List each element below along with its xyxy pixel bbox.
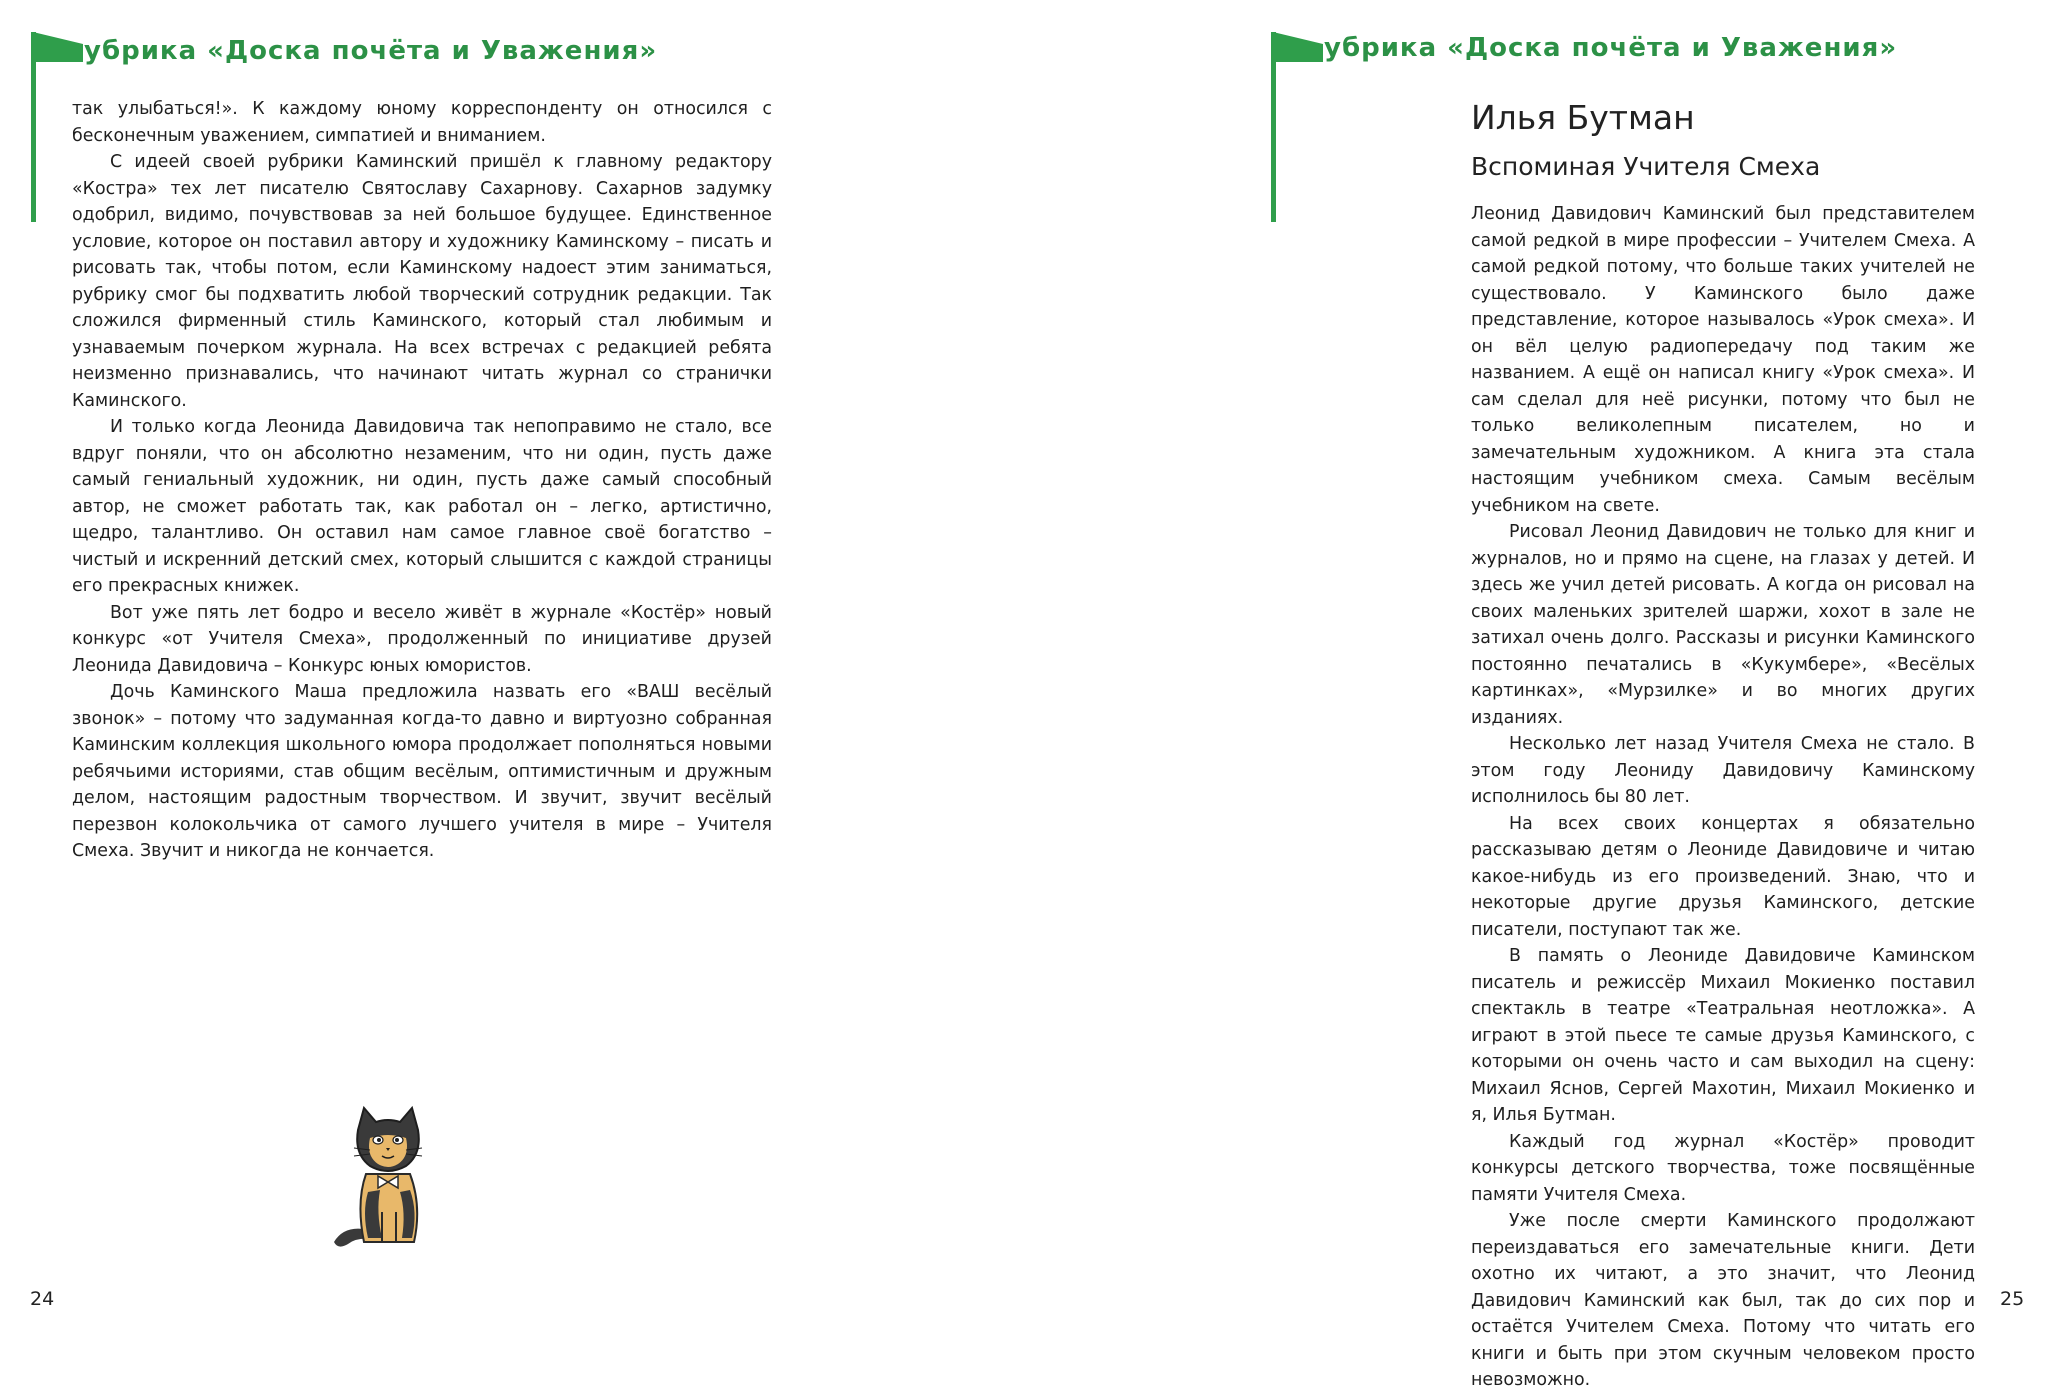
paragraph: Дочь Каминского Маша предложила назвать его «ВАШ весёлый звонок» – потому что задуманная когда-то давно и виртуозно собранная Каминским коллекция школьного юмора продолжает пополняться новыми ребячьими историями, став общим весёлым, оптимистичным и дружным делом, настоящим радостным творчеством. И звучит, звучит весёлый перезвон колокольчика от самого лучшего учителя в мире – Учителя Смеха. Звучит и никогда не кончается. bbox=[72, 682, 772, 861]
rubric-flag-icon bbox=[1273, 32, 1323, 62]
paragraph: Уже после смерти Каминского продолжают переиздаваться его замечательные книги. Дети охотно их читают, а это значит, что Леонид Давидович Каминский как был, так до сих пор и остаётся Учителем Смеха. Потому что читать его книги и быть при этом скучным человеком просто невозможно. bbox=[1471, 1211, 1975, 1390]
cat-illustration bbox=[326, 1102, 446, 1252]
paragraph: И только когда Леонида Давидовича так непоправимо не стало, все вдруг поняли, что он абсолютно незаменим, что ни один, пусть даже самый гениальный художник, ни один, пусть даже самый способный автор, не сможет работать так, как работал он – легко, артистично, щедро, талантливо. Он оставил нам самое главное своё богатство – чистый и искренний детский смех, который слышится с каждой страницы его прекрасных книжек. bbox=[72, 417, 772, 596]
paragraph: Рисовал Леонид Давидович не только для книг и журналов, но и прямо на сцене, на глазах у детей. И здесь же учил детей рисовать. А когда он рисовал на своих маленьких зрителей шаржи, хохот в зале не затихал очень долго. Рассказы и рисунки Каминского постоянно печатались в «Кукумбере», «Весёлых картинках», «Мурзилке» и во многих других изданиях. bbox=[1471, 522, 1975, 728]
left-page bbox=[0, 0, 1024, 1351]
paragraph: На всех своих концертах я обязательно рассказываю детям о Леониде Давидовиче и читаю какое-нибудь из его произведений. Знаю, что и некоторые другие друзья Каминского, детские писатели, поступают так же. bbox=[1471, 813, 1975, 940]
paragraph: Вот уже пять лет бодро и весело живёт в журнале «Костёр» новый конкурс «от Учителя Смеха», продолженный по инициативе друзей Леонида Давидовича – Конкурс юных юмористов. bbox=[72, 602, 772, 676]
rubric-flag-icon bbox=[33, 32, 83, 62]
rubric-title: убрика «Доска почёта и Уважения» bbox=[1324, 33, 1898, 63]
paragraph: Несколько лет назад Учителя Смеха не стало. В этом году Леониду Давидовичу Каминскому исполнилось бы 80 лет. bbox=[1471, 734, 1975, 807]
article-title: Илья Бутман bbox=[1471, 98, 1695, 137]
page-number: 24 bbox=[30, 1288, 55, 1310]
rubric-title: убрика «Доска почёта и Уважения» bbox=[84, 36, 658, 66]
right-page bbox=[1024, 0, 2048, 1390]
article-subtitle: Вспоминая Учителя Смеха bbox=[1471, 152, 1821, 181]
paragraph: С идеей своей рубрики Каминский пришёл к главному редактору «Костра» тех лет писателю Святославу Сахарнову. Сахарнов задумку одобрил, видимо, почувствовав за ней большое будущее. Единственное условие, которое он поставил автору и художнику Каминскому – писать и рисовать так, чтобы потом, если Каминскому надоест этим заниматься, рубрику смог бы подхватить любой творческий сотрудник редакции. Так сложился фирменный стиль Каминского, который стал любимым и узнаваемым почерком журнала. На всех встречах с редакцией ребята неизменно признавались, что начинают читать журнал со странички Каминского. bbox=[72, 152, 772, 411]
paragraph: Леонид Давидович Каминский был представителем самой редкой в мире профессии – Учителем Смеха. А самой редкой потому, что больше таких учителей не существовало. У Каминского было даже представление, которое называлось «Урок смеха». И он вёл целую радиопередачу под таким же названием. А ещё он написал книгу «Урок смеха». И сам сделал для неё рисунки, потому что был не только великолепным писателем, но и замечательным художником. А книга эта стала настоящим учебником смеха. Самым весёлым учебником на свете. bbox=[1471, 204, 1975, 516]
paragraph: В память о Леониде Давидовиче Каминском писатель и режиссёр Михаил Мокиенко поставил спектакль в театре «Театральная неотложка». А играют в этой пьесе те самые друзья Каминского, с которыми он очень часто и сам выходил на сцену: Михаил Яснов, Сергей Махотин, Михаил Мокиенко и я, Илья Бутман. bbox=[1471, 946, 1975, 1125]
paragraph: так улыбаться!». К каждому юному корреспонденту он относился с бесконечным уважением, симпатией и вниманием. bbox=[72, 99, 772, 146]
article-body bbox=[1471, 201, 1975, 1394]
page-number: 25 bbox=[2000, 1288, 2025, 1310]
paragraph: Каждый год журнал «Костёр» проводит конкурсы детского творчества, тоже посвящённые памяти Учителя Смеха. bbox=[1471, 1131, 1975, 1205]
article-body bbox=[72, 96, 772, 865]
